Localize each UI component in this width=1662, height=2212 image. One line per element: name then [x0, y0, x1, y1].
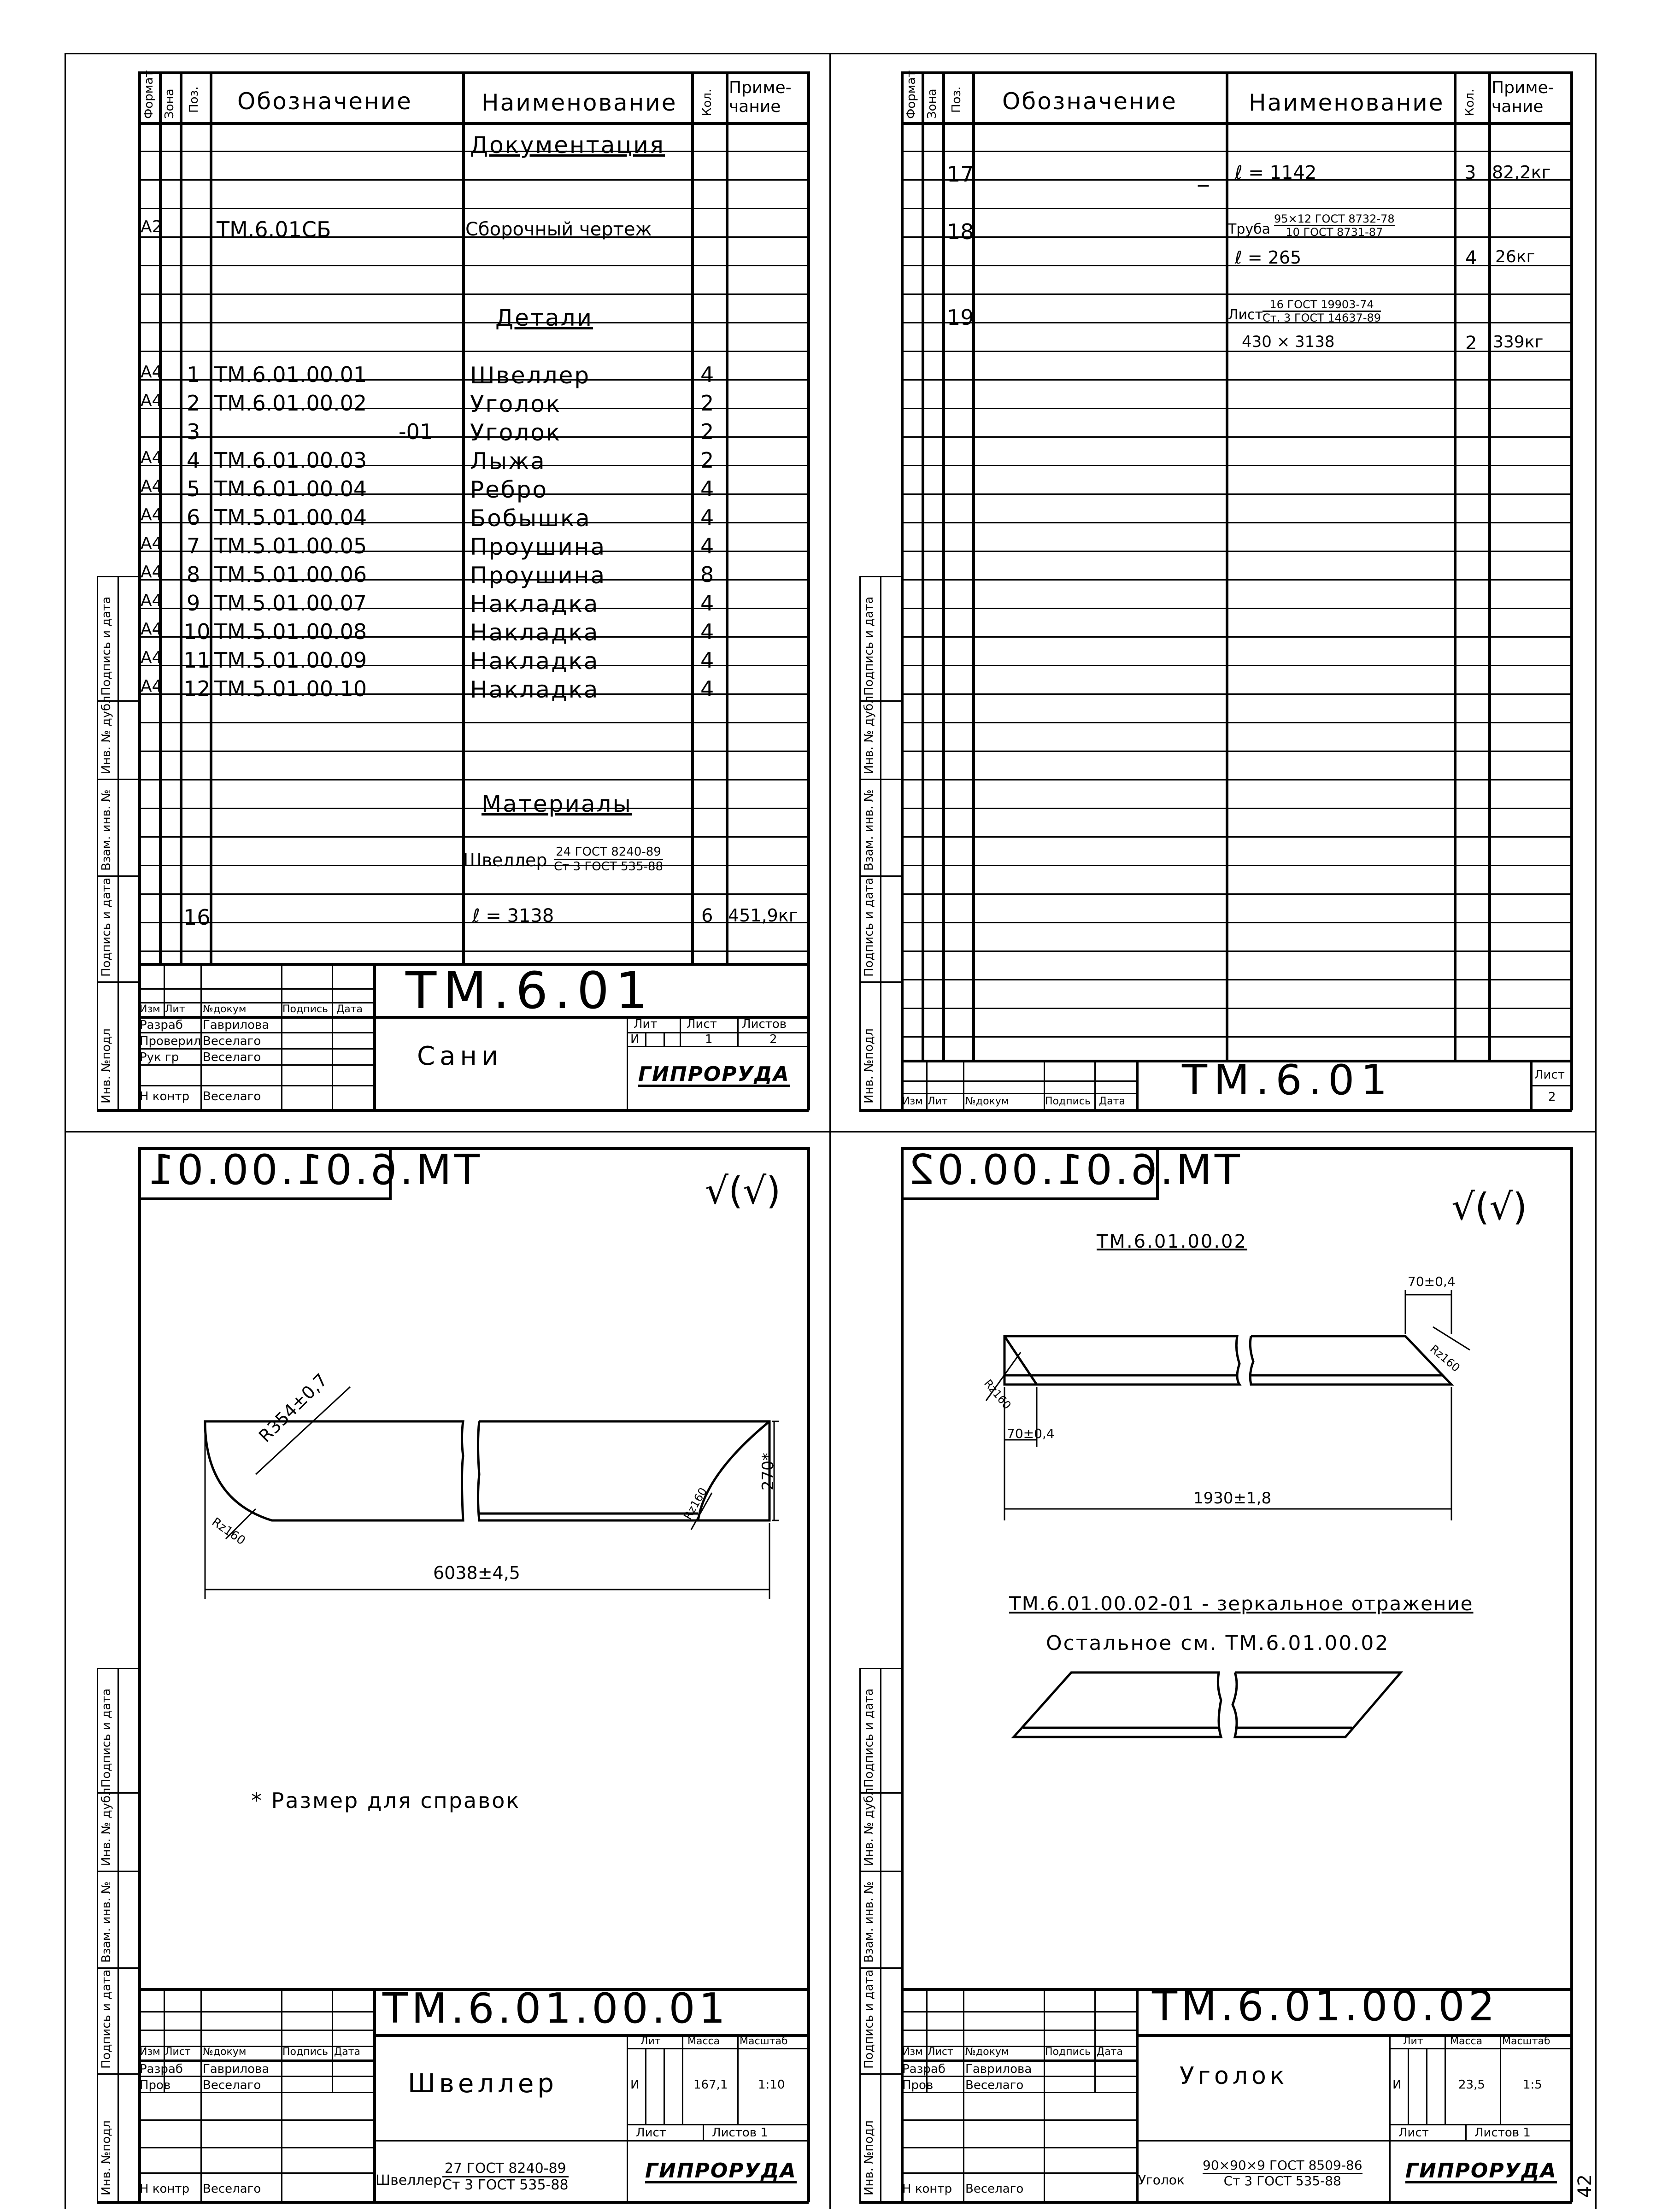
- side-label: Инв. № дубл: [862, 1788, 876, 1866]
- side-strip: [97, 576, 98, 1110]
- part-qty: 4: [700, 591, 714, 616]
- tb-scale: 1:10: [758, 2078, 785, 2092]
- row16-pos: 16: [183, 905, 211, 930]
- tb-role: Н контр: [902, 2182, 952, 2196]
- row18-note: 26кг: [1495, 247, 1535, 266]
- tb-sheets-label: Листов: [742, 1017, 787, 1031]
- tb-col: №докум: [965, 1096, 1009, 1107]
- tb-person: Веселаго: [203, 1050, 261, 1064]
- doc-name: Сборочный чертеж: [465, 219, 652, 240]
- roughness-symbol: √(√): [705, 1169, 781, 1212]
- part-designation: ТМ.5.01.00.05: [214, 534, 367, 558]
- row16-name: ℓ = 3138: [472, 905, 554, 927]
- header-pos: Поз.: [950, 86, 963, 113]
- tb-role: Проверил: [140, 1034, 201, 1048]
- part-qty: 4: [700, 362, 714, 387]
- tb-lit-label: Лит: [634, 1017, 658, 1031]
- reference-note: * Размер для справок: [251, 1788, 521, 1813]
- rz-right: Rz160: [1427, 1342, 1462, 1375]
- side-label: Инв. №подл: [100, 1028, 113, 1103]
- tb-col: №докум: [203, 2046, 247, 2058]
- part-pos: 1: [187, 362, 200, 387]
- material-bottom: Ст 3 ГОСТ 535-88: [442, 2177, 569, 2193]
- header-note: Приме-чание: [729, 78, 792, 117]
- tb-lit: И: [630, 2078, 640, 2092]
- tb-role: Пров: [140, 2078, 171, 2092]
- section-documentation: Документация: [470, 132, 665, 158]
- tb-role: Разраб: [140, 1018, 183, 1032]
- side-label: Взам. инв. №: [862, 789, 876, 871]
- side-label: Подпись и дата: [862, 596, 876, 696]
- tb-role: Разраб: [902, 2062, 946, 2076]
- part-designation: ТМ.5.01.00.06: [214, 562, 367, 587]
- part-name: Накладка: [470, 648, 599, 675]
- part-format: А4: [141, 391, 163, 410]
- part-format: А4: [141, 648, 163, 667]
- side-label: Подпись и дата: [100, 1688, 113, 1788]
- part-qty: 4: [700, 534, 714, 558]
- material-top: 24 ГОСТ 8240-89: [554, 845, 663, 860]
- part-pos: 8: [187, 562, 200, 587]
- part-qty: 4: [700, 476, 714, 501]
- row19-bottom: Ст. 3 ГОСТ 14637-89: [1263, 311, 1381, 325]
- part-format: А4: [141, 448, 163, 467]
- page-middle-divider: [65, 1131, 1597, 1132]
- tb-sheets: 2: [769, 1033, 777, 1046]
- side-label: Инв. № дубл: [100, 696, 113, 774]
- tb-person: Гаврилова: [203, 2062, 270, 2076]
- section-materials: Материалы: [482, 791, 632, 817]
- mirrored-code-text: ТМ.6.01.00.01: [145, 1146, 480, 1194]
- part-name: Уголок: [470, 391, 562, 417]
- material-top: 27 ГОСТ 8240-89: [442, 2161, 569, 2177]
- tb-col: Лит: [165, 1003, 185, 1015]
- rz-left: Rz160: [209, 1515, 248, 1548]
- row18-spec: [1274, 213, 1395, 239]
- row18-length: ℓ = 265: [1235, 247, 1302, 268]
- doc-code: ТМ.6.01: [405, 961, 654, 1020]
- tb-person: Веселаго: [203, 1090, 261, 1103]
- part-pos: 2: [187, 391, 200, 416]
- tb-col: №докум: [965, 2046, 1009, 2058]
- part-pos: 7: [187, 534, 200, 558]
- dim-top: 70±0,4: [1408, 1274, 1456, 1289]
- view-title: ТМ.6.01.00.02: [1097, 1231, 1247, 1252]
- tb-person: Веселаго: [965, 2078, 1024, 2092]
- tb-lit-label: Лит: [640, 2036, 661, 2047]
- tb-col: Лит: [928, 1096, 948, 1107]
- header-format: Формат: [142, 70, 156, 119]
- part-designation: ТМ.6.01.00.03: [214, 448, 367, 473]
- company-logo: ГИПРОРУДА: [1405, 2159, 1557, 2183]
- header-name: Наименование: [482, 89, 677, 116]
- material-bottom: Ст 3 ГОСТ 535-88: [554, 859, 664, 874]
- side-label: Инв. № дубл: [862, 696, 876, 774]
- dim-length: 1930±1,8: [1193, 1489, 1272, 1508]
- part-qty: 4: [700, 676, 714, 701]
- side-label: Взам. инв. №: [862, 1881, 876, 1963]
- tb-col: Дата: [1099, 1096, 1125, 1107]
- material-bottom: Ст 3 ГОСТ 535-88: [1223, 2173, 1341, 2189]
- header-format: Формат: [904, 70, 918, 119]
- row18-bottom: 10 ГОСТ 8731-87: [1286, 226, 1383, 239]
- tb-sheets-label: Листов 1: [1474, 2126, 1531, 2140]
- header-zone: Зона: [925, 88, 939, 119]
- part-format: А4: [141, 363, 163, 381]
- part-pos: 3: [187, 419, 200, 444]
- tb-role: Н контр: [140, 1090, 190, 1103]
- tb-col: Изм: [140, 2046, 160, 2058]
- part-pos: 10: [183, 619, 211, 644]
- part-qty: 4: [700, 619, 714, 644]
- side-strip-2: [117, 576, 119, 1110]
- part-qty: 2: [700, 448, 714, 473]
- part-pos: 12: [183, 676, 211, 701]
- part-name: Проушина: [470, 534, 606, 560]
- header-qty: Кол.: [1463, 88, 1477, 116]
- part-designation: ТМ.5.01.00.08: [214, 619, 367, 644]
- part-qty: 2: [700, 419, 714, 444]
- row18-prefix: Труба: [1228, 221, 1271, 237]
- header-pos: Поз.: [187, 86, 201, 113]
- part-designation: ТМ.6.01.00.01: [214, 362, 367, 387]
- side-label: Подпись и дата: [862, 1688, 876, 1788]
- tb-col: Подпись: [1045, 1096, 1091, 1107]
- part-name: Ребро: [470, 476, 548, 503]
- part-qty: 8: [700, 562, 714, 587]
- part-name: Накладка: [470, 619, 599, 646]
- frame-right: [807, 71, 810, 1110]
- tb-person: Веселаго: [203, 2182, 261, 2196]
- part-format: А4: [141, 505, 163, 524]
- dim-length: 6038±4,5: [433, 1563, 520, 1583]
- part-format: А4: [141, 534, 163, 553]
- material-spec: [554, 845, 663, 873]
- header-name: Наименование: [1249, 89, 1445, 116]
- frame-top: [138, 71, 809, 74]
- row18-qty: 4: [1465, 247, 1477, 269]
- tb-role: Н контр: [140, 2182, 190, 2196]
- part-qty: 2: [700, 391, 714, 416]
- section-parts: Детали: [495, 305, 593, 331]
- tb-col: Лист: [928, 2046, 953, 2058]
- row19-size: 430 × 3138: [1242, 333, 1335, 351]
- row19-spec: [1263, 299, 1381, 324]
- page-number: 42: [1574, 2174, 1596, 2198]
- tb-col: Изм: [902, 1096, 923, 1107]
- header-qty: Кол.: [700, 88, 714, 116]
- tb-scale-label: Масштаб: [1502, 2036, 1550, 2047]
- rz-left: Rz160: [981, 1377, 1014, 1412]
- material-prefix: Швеллер: [376, 2172, 442, 2189]
- tb-lit: И: [630, 1033, 640, 1046]
- side-label: Подпись и дата: [862, 1969, 876, 2069]
- row17-qty: 3: [1464, 162, 1476, 183]
- tb-person: Гаврилова: [203, 1018, 270, 1032]
- tb-col: Дата: [1097, 2046, 1123, 2058]
- tb-col: Изм: [902, 2046, 923, 2058]
- side-label: Подпись и дата: [862, 877, 876, 977]
- part-format: А4: [141, 677, 163, 696]
- tb-col: Подпись: [282, 2046, 328, 2058]
- part-qty: 4: [700, 505, 714, 530]
- tb-col: Дата: [336, 1003, 363, 1015]
- part-pos: 9: [187, 591, 200, 616]
- part-name: Бобышка: [470, 505, 591, 532]
- tb-col: Подпись: [1045, 2046, 1091, 2058]
- part-name: Накладка: [470, 676, 599, 703]
- frame-bottom: [97, 1109, 809, 1112]
- tb-col: Дата: [334, 2046, 360, 2058]
- doc-name: Швеллер: [408, 2069, 558, 2099]
- doc-name: Сани: [417, 1041, 503, 1071]
- side-label: Подпись и дата: [100, 596, 113, 696]
- tb-person: Гаврилова: [965, 2062, 1032, 2076]
- part-format: А4: [141, 563, 163, 581]
- part-format: А4: [141, 477, 163, 496]
- tb-person: Веселаго: [965, 2182, 1024, 2196]
- tb-col: Лист: [165, 2046, 191, 2058]
- side-label: Подпись и дата: [100, 877, 113, 977]
- row18-top: 95×12 ГОСТ 8732-78: [1274, 213, 1395, 226]
- header-designation: Обозначение: [237, 88, 412, 115]
- row19-pos: 19: [947, 305, 974, 330]
- row18-pos: 18: [947, 219, 974, 244]
- tb-scale-label: Масштаб: [740, 2036, 788, 2047]
- tb-mass-label: Масса: [687, 2036, 720, 2047]
- part-qty: 4: [700, 648, 714, 673]
- part-designation: ТМ.5.01.00.04: [214, 505, 367, 530]
- part-pos: 11: [183, 648, 211, 673]
- tb-sheet: 2: [1548, 1090, 1556, 1104]
- material-spec: [442, 2161, 569, 2193]
- part-pos: 4: [187, 448, 200, 473]
- company-logo: ГИПРОРУДА: [645, 2159, 797, 2183]
- part-name: Швеллер: [470, 362, 591, 389]
- tb-col: Изм: [140, 1003, 160, 1015]
- row16-note: 451,9кг: [728, 905, 798, 926]
- tb-person: Веселаго: [203, 2078, 261, 2092]
- side-label: Взам. инв. №: [100, 789, 113, 871]
- doc-designation: ТМ.6.01СБ: [217, 217, 331, 242]
- tb-sheet-label: Лист: [636, 2126, 666, 2140]
- part-designation: ТМ.5.01.00.10: [214, 676, 367, 701]
- side-label: Инв. № дубл: [100, 1788, 113, 1866]
- row19-note: 339кг: [1493, 333, 1544, 352]
- material-prefix: Швеллер: [463, 850, 547, 870]
- part-pos: 6: [187, 505, 200, 530]
- row19-qty: 2: [1465, 333, 1477, 354]
- row17-name: ℓ = 1142: [1235, 162, 1317, 183]
- mirror-note: ТМ.6.01.00.02-01 - зеркальное отражение: [1009, 1592, 1474, 1615]
- part-designation: ТМ.5.01.00.07: [214, 591, 367, 616]
- part-designation: ТМ.6.01.00.04: [214, 476, 367, 501]
- dim-radius: R354±0,7: [254, 1369, 332, 1446]
- row17-pos: 17: [947, 162, 974, 187]
- doc-format: А2: [141, 217, 163, 236]
- row19-prefix: Лист: [1228, 307, 1263, 323]
- side-label: Подпись и дата: [100, 1969, 113, 2069]
- part-pos: 5: [187, 476, 200, 501]
- tb-role: Разраб: [140, 2062, 183, 2076]
- side-label: Инв. №подл: [100, 2120, 113, 2195]
- header-designation: Обозначение: [1002, 88, 1177, 115]
- tb-mass: 167,1: [693, 2078, 728, 2092]
- mirrored-code-text: ТМ.6.01.00.02: [905, 1146, 1240, 1194]
- rz-right: Rz160: [681, 1485, 710, 1522]
- doc-code: ТМ.6.01.00.02: [1152, 1982, 1498, 2030]
- doc-name: Уголок: [1180, 2062, 1288, 2090]
- dim-height: 270*: [759, 1453, 777, 1490]
- tb-person: Веселаго: [203, 1034, 261, 1048]
- header-zone: Зона: [163, 88, 176, 119]
- tb-col: №докум: [203, 1003, 247, 1015]
- tb-mass: 23,5: [1458, 2078, 1485, 2092]
- material-spec: [1203, 2159, 1362, 2189]
- side-label: Инв. №подл: [862, 1028, 876, 1103]
- material-prefix: Уголок: [1138, 2172, 1185, 2188]
- part-designation: -01: [399, 419, 434, 444]
- tb-scale: 1:5: [1523, 2078, 1542, 2092]
- part-name: Накладка: [470, 591, 599, 617]
- row17-note: 82,2кг: [1492, 162, 1551, 182]
- company-logo: ГИПРОРУДА: [638, 1062, 790, 1086]
- mirrored-code: [145, 1146, 480, 1194]
- part-designation: ТМ.5.01.00.09: [214, 648, 367, 673]
- part-name: Проушина: [470, 562, 606, 589]
- doc-code: ТМ.6.01.00.01: [382, 1984, 729, 2033]
- material-top: 90×90×9 ГОСТ 8509-86: [1203, 2159, 1362, 2174]
- side-label: Взам. инв. №: [100, 1881, 113, 1963]
- tb-role: Пров: [902, 2078, 934, 2092]
- row17-designation: _: [1198, 162, 1209, 187]
- roughness-symbol: √(√): [1451, 1185, 1527, 1228]
- part-designation: ТМ.6.01.00.02: [214, 391, 367, 416]
- row19-top: 16 ГОСТ 19903-74: [1263, 299, 1381, 312]
- doc-code: ТМ.6.01: [1182, 1056, 1394, 1104]
- header-note: Приме-чание: [1492, 78, 1554, 117]
- tb-mass-label: Масса: [1450, 2036, 1483, 2047]
- tb-role: Рук гр: [140, 1050, 179, 1064]
- part-format: А4: [141, 591, 163, 610]
- tb-sheets-label: Листов 1: [712, 2126, 768, 2140]
- part-format: А4: [141, 620, 163, 639]
- tb-sheet-label: Лист: [1534, 1068, 1565, 1082]
- part-name: Лыжа: [470, 448, 546, 475]
- tb-col: Подпись: [282, 1003, 328, 1015]
- part-name: Уголок: [470, 419, 562, 446]
- row16-qty: 6: [701, 905, 713, 927]
- tb-sheet-label: Лист: [687, 1017, 717, 1031]
- dim-left: 70±0,4: [1007, 1426, 1055, 1441]
- tb-sheet: 1: [705, 1033, 713, 1046]
- tb-lit: И: [1392, 2078, 1402, 2092]
- mirrored-code: [905, 1146, 1240, 1194]
- rest-note: Остальное см. ТМ.6.01.00.02: [1046, 1631, 1390, 1655]
- tb-sheet-label: Лист: [1398, 2126, 1429, 2140]
- side-label: Инв. №подл: [862, 2120, 876, 2195]
- tb-lit-label: Лит: [1403, 2036, 1423, 2047]
